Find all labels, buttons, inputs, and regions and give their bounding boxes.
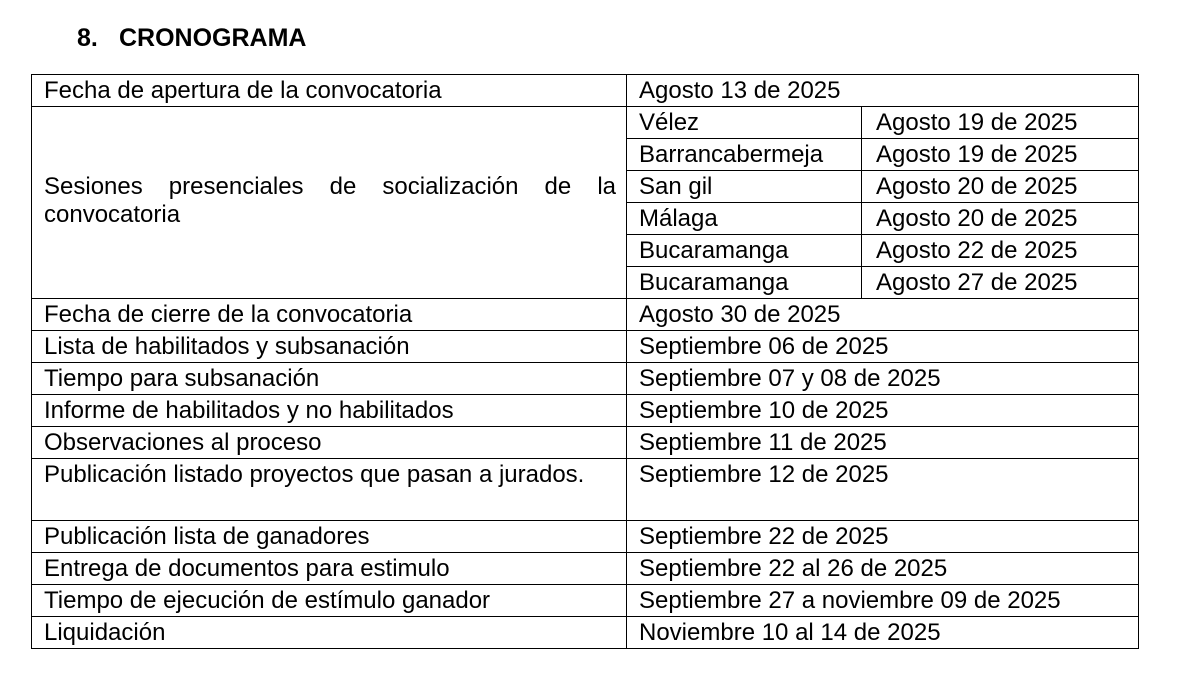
activity-cell: Publicación lista de ganadores [32, 521, 627, 553]
date-cell: Noviembre 10 al 14 de 2025 [627, 617, 1139, 649]
table-row [32, 107, 1139, 139]
activity-cell: Entrega de documentos para estimulo [32, 553, 627, 585]
session-date-cell: Agosto 20 de 2025 [862, 203, 1139, 235]
table-row [32, 427, 1139, 459]
date-cell: Septiembre 22 de 2025 [627, 521, 1139, 553]
session-city-cell: Vélez [627, 107, 862, 139]
table-row [32, 299, 1139, 331]
date-cell: Agosto 30 de 2025 [627, 299, 1139, 331]
table-row [32, 459, 1139, 521]
session-city-cell: Málaga [627, 203, 862, 235]
table-row [32, 521, 1139, 553]
date-cell: Septiembre 07 y 08 de 2025 [627, 363, 1139, 395]
activity-cell: Fecha de apertura de la convocatoria [32, 75, 627, 107]
table-row [32, 585, 1139, 617]
session-city-cell: Bucaramanga [627, 235, 862, 267]
table-row [32, 363, 1139, 395]
activity-cell: Tiempo de ejecución de estímulo ganador [32, 585, 627, 617]
activity-cell: Publicación listado proyectos que pasan a jurados. [32, 459, 627, 521]
activity-cell: Informe de habilitados y no habilitados [32, 395, 627, 427]
session-date-cell: Agosto 20 de 2025 [862, 171, 1139, 203]
date-cell: Septiembre 22 al 26 de 2025 [627, 553, 1139, 585]
date-cell: Septiembre 11 de 2025 [627, 427, 1139, 459]
session-date-cell: Agosto 22 de 2025 [862, 235, 1139, 267]
table-row [32, 395, 1139, 427]
activity-cell: Fecha de cierre de la convocatoria [32, 299, 627, 331]
section-title: CRONOGRAMA [119, 24, 307, 52]
date-cell: Septiembre 12 de 2025 [627, 459, 1139, 521]
date-cell: Septiembre 06 de 2025 [627, 331, 1139, 363]
session-date-cell: Agosto 19 de 2025 [862, 139, 1139, 171]
table-row [32, 617, 1139, 649]
sessions-activity-cell: Sesiones presenciales de socialización de la convocatoria [32, 107, 627, 299]
table-row [32, 331, 1139, 363]
schedule-table [31, 74, 1139, 649]
session-date-cell: Agosto 19 de 2025 [862, 107, 1139, 139]
activity-cell: Liquidación [32, 617, 627, 649]
activity-cell: Tiempo para subsanación [32, 363, 627, 395]
table-row [32, 75, 1139, 107]
section-number: 8. [77, 24, 98, 52]
session-city-cell: San gil [627, 171, 862, 203]
date-cell: Agosto 13 de 2025 [627, 75, 1139, 107]
activity-cell: Lista de habilitados y subsanación [32, 331, 627, 363]
session-date-cell: Agosto 27 de 2025 [862, 267, 1139, 299]
table-row [32, 553, 1139, 585]
date-cell: Septiembre 27 a noviembre 09 de 2025 [627, 585, 1139, 617]
session-city-cell: Barrancabermeja [627, 139, 862, 171]
section-heading [77, 24, 307, 53]
date-cell: Septiembre 10 de 2025 [627, 395, 1139, 427]
session-city-cell: Bucaramanga [627, 267, 862, 299]
activity-cell: Observaciones al proceso [32, 427, 627, 459]
